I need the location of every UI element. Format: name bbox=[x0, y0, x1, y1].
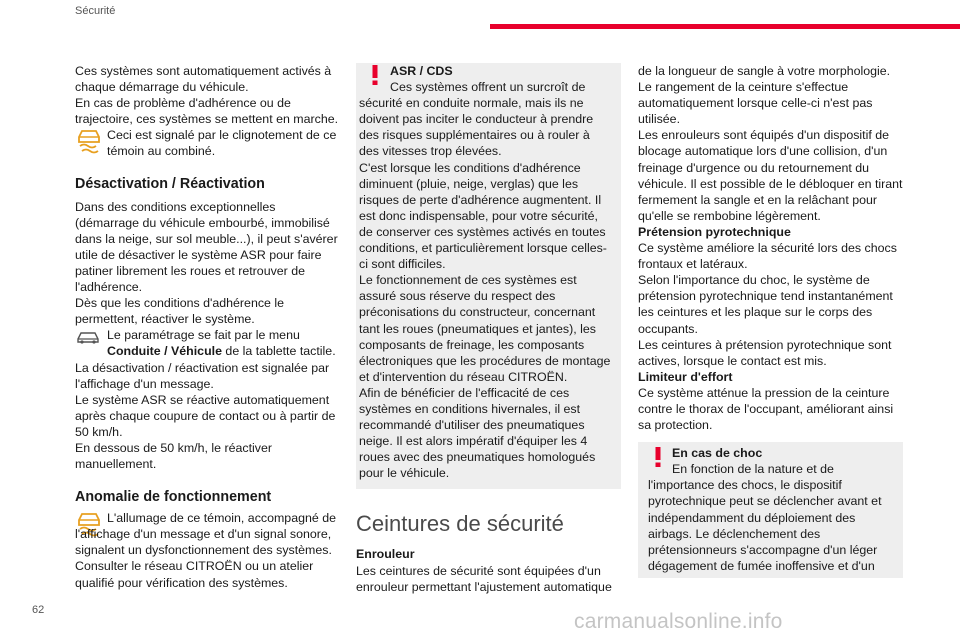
warning-title-block bbox=[359, 63, 611, 79]
section-title: Ceintures de sécurité bbox=[356, 511, 564, 537]
pretension-paragraph: Ce système améliore la sécurité lors des chocs frontaux et latéraux. bbox=[638, 241, 897, 272]
fault-text: L'allumage de ce témoin, accompagné de l'affichage d'un message et d'un signal sonore, signalent un dysfonctionnement des systèmes. bbox=[75, 511, 336, 558]
enrouleur-heading: Enrouleur bbox=[356, 547, 415, 562]
fault-heading: Anomalie de fonctionnement bbox=[75, 489, 272, 506]
deactivation-heading: Désactivation / Réactivation bbox=[75, 175, 265, 192]
skid-warning-icon bbox=[75, 128, 107, 158]
belt-paragraph: de la longueur de sangle à votre morphologie. bbox=[638, 64, 891, 78]
pretension-paragraph: Selon l'importance du choc, le système de prétension pyrotechnique tend instantanément les ceintures et les plaque sur le corps des occupants. bbox=[638, 273, 893, 336]
belt-paragraph: Le rangement de la ceinture s'effectue automatiquement lorsque celle-ci n'est pas utilisée. bbox=[638, 80, 873, 127]
crash-warning-box bbox=[638, 442, 903, 578]
deactivation-message: La désactivation / réactivation est signalée par l'affichage d'un message. bbox=[75, 360, 330, 391]
limiteur-paragraph: Ce système atténue la pression de la ceinture contre le thorax de l'occupant, améliorant ainsi sa protection. bbox=[638, 385, 894, 433]
deactivation-body-2: Dès que les conditions d'adhérence le permettent, réactiver le système. bbox=[75, 296, 285, 327]
pretension-heading: Prétension pyrotechnique bbox=[638, 224, 791, 239]
warning-paragraph: Afin de bénéficier de l'efficacité de ces systèmes en conditions hivernales, il est recommandé d'utiliser des pneumatiques neige. Il est alors impératif d'équiper les 4 roues avec des pneumatiques homologués pour le véhicule. bbox=[359, 385, 596, 481]
fault-note bbox=[75, 510, 340, 558]
below-50-note: En dessous de 50 km/h, le réactiver manuellement. bbox=[75, 440, 272, 472]
enrouleur-body: Les ceintures de sécurité sont équipées d'un enrouleur permettant l'ajustement automatique bbox=[356, 563, 612, 594]
menu-note-text: Le paramétrage se fait par le menu Conduite / Véhicule de la tablette tactile. bbox=[107, 328, 336, 359]
section-header: Sécurité bbox=[75, 5, 116, 17]
watermark: carmanualsonline.info bbox=[574, 610, 783, 633]
asr-cds-warning-box bbox=[356, 63, 621, 489]
menu-path: Conduite / Véhicule bbox=[107, 344, 222, 359]
crash-warning-body: En fonction de la nature et de l'importance des chocs, le dispositif pyrotechnique peut se déclencher avant et indépendamment du déploiement des airbags. Le déclenchement des prétensionneurs s'accompagne d'un léger dégagement de fumée inoffensive et d'un bbox=[648, 462, 882, 573]
belt-paragraph: Les enrouleurs sont équipés d'un dispositif de blocage automatique lors d'une collision, d'un freinage d'urgence ou du retournement du véhicule. Il est possible de le débloquer en tirant fermement la sangle et en la relâchant pour qu'elle se rembobine légèrement. bbox=[638, 128, 903, 223]
warning-lamp-text: Ceci est signalé par le clignotement de ce témoin au combiné. bbox=[107, 128, 337, 159]
column-left bbox=[75, 63, 340, 591]
pretension-paragraph: Les ceintures à prétension pyrotechnique sont actives, lorsque le contact est mis. bbox=[638, 337, 892, 368]
header-accent-bar bbox=[490, 24, 960, 29]
limiteur-heading: Limiteur d'effort bbox=[638, 369, 733, 384]
page-number: 62 bbox=[32, 604, 45, 616]
fault-contact: Consulter le réseau CITROËN ou un atelier qualifié pour vérification des systèmes. bbox=[75, 559, 314, 590]
intro-paragraph-2: En cas de problème d'adhérence ou de trajectoire, ces systèmes se mettent en marche. bbox=[75, 96, 339, 127]
warning-paragraph: Le fonctionnement de ces systèmes est assuré sous réserve du respect des préconisations du constructeur, concernant tant les roues (pneumatiques et jantes), les composants de freinage, les composants électroniques que les procédures de montage et d'intervention du réseau CITROËN. bbox=[359, 273, 611, 384]
warning-paragraph: Ces systèmes offrent un surcroît de sécurité en conduite normale, mais ils ne doivent pas inciter le conducteur à prendre des risques supplémentaires ou à rouler à des vitesses trop élevées. bbox=[359, 80, 594, 159]
crash-warning-title: En cas de choc bbox=[672, 446, 763, 461]
menu-note bbox=[75, 327, 340, 359]
warning-paragraph: C'est lorsque les conditions d'adhérence diminuent (pluie, neige, verglas) que les risques de perte d'adhérence augmentent. Il est donc indispensable, pour votre sécurité, de conserver ces systèmes activés en toutes conditions, et particulièrement lorsque celles-ci sont difficiles. bbox=[359, 160, 607, 272]
car-icon bbox=[75, 328, 107, 350]
deactivation-body: Dans des conditions exceptionnelles (démarrage du véhicule embourbé, immobilisé dans la neige, sur sol meuble...), il peut s'avérer utile de désactiver le système ASR pour faire patiner librement les roues et retrouver de l'adhérence. bbox=[75, 199, 338, 295]
warning-title: ASR / CDS bbox=[390, 64, 453, 78]
column-middle bbox=[356, 63, 621, 595]
intro-paragraph: Ces systèmes sont automatiquement activés à chaque démarrage du véhicule. bbox=[75, 64, 332, 95]
asr-reactivation: Le système ASR se réactive automatiquement après chaque coupure de contact ou à partir de 50 km/h. bbox=[75, 392, 336, 439]
exclamation-icon bbox=[655, 447, 661, 471]
warning-lamp-note bbox=[75, 127, 340, 159]
column-right bbox=[638, 63, 903, 578]
warning-body bbox=[359, 79, 611, 481]
